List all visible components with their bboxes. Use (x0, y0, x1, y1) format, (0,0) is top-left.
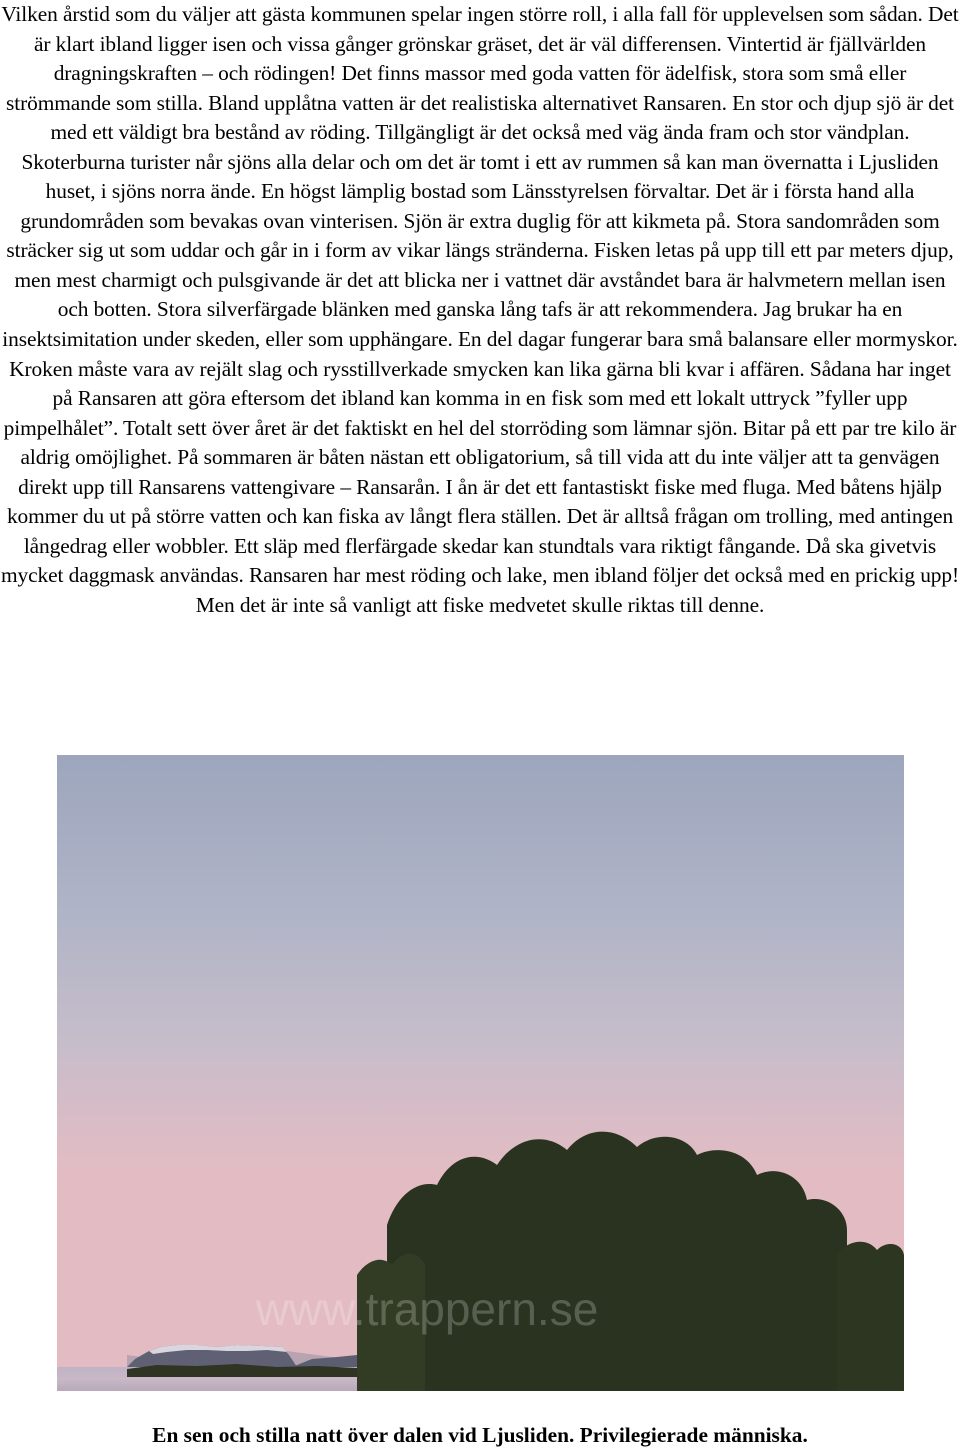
article-text: Vilken årstid som du väljer att gästa kommunen spelar ingen större roll, i alla fall för upplevelsen som sådan. Det är klart ibland ligger isen och vissa gånger grönskar gräset, det är väl differensen. Vintertid är fjällvärlden dragningskraften – och rödingen! Det finns massor med goda vatten för ädelfisk, stora som små eller strömmande som stilla. Bland upplåtna vatten är det realistiska alternativet Ransaren. En stor och djup sjö är det med ett väldigt bra bestånd av röding. Tillgängligt är det också med väg ända fram och stor vändplan. Skoterburna turister når sjöns alla delar och om det är tomt i ett av rummen så kan man övernatta i Ljusliden huset, i sjöns norra ände. En högst lämplig bostad som Länsstyrelsen förvaltar. Det är i första hand alla grundområden som bevakas ovan vinterisen. Sjön är extra duglig för att kikmeta på. Stora sandområden som sträcker sig ut som uddar och går in i form av vikar längs stränderna. Fisken letas på upp till ett par meters djup, men mest charmigt och pulsgivande är det att blicka ner i vattnet där avståndet bara är halvmetern mellan isen och botten. Stora silverfärgade blänken med ganska lång tafs är att rekommendera. Jag brukar ha en insektsimitation under skeden, eller som upphängare. En del dagar fungerar bara små balansare eller mormyskor. Kroken måste vara av rejält slag och rysstillverkade smycken kan lika gärna bli kvar i affären. Sådana har inget på Ransaren att göra eftersom det ibland kan komma in en fisk som med ett lokalt uttryck ”fyller upp pimpelhålet”. Totalt sett över året är det faktiskt en hel del storröding som lämnar sjön. Bitar på ett par tre kilo är aldrig omöjlighet. På sommaren är båten nästan ett obligatorium, så till vida att du inte väljer att ta genvägen direkt upp till Ransarens vattengivare – Ransarån. I ån är det ett fantastiskt fiske med fluga. Med båtens hjälp kommer du ut på större vatten och kan fiska av långt flera ställen. Det är alltså frågan om trolling, med antingen långedrag eller wobbler. Ett släp med flerfärgade skedar kan stundtals vara riktigt fångande. Då ska givetvis mycket daggmask användas. Ransaren har mest röding och lake, men ibland följer det också med en prickig upp! Men det är inte så vanligt att fiske medvetet skulle riktas till denne. (0, 2, 959, 617)
photo-watermark: www.trappern.se (255, 1283, 599, 1335)
photo-caption: En sen och stilla natt över dalen vid Ljusliden. Privilegierade människa. (152, 1423, 808, 1447)
lake-photo (57, 755, 904, 1391)
